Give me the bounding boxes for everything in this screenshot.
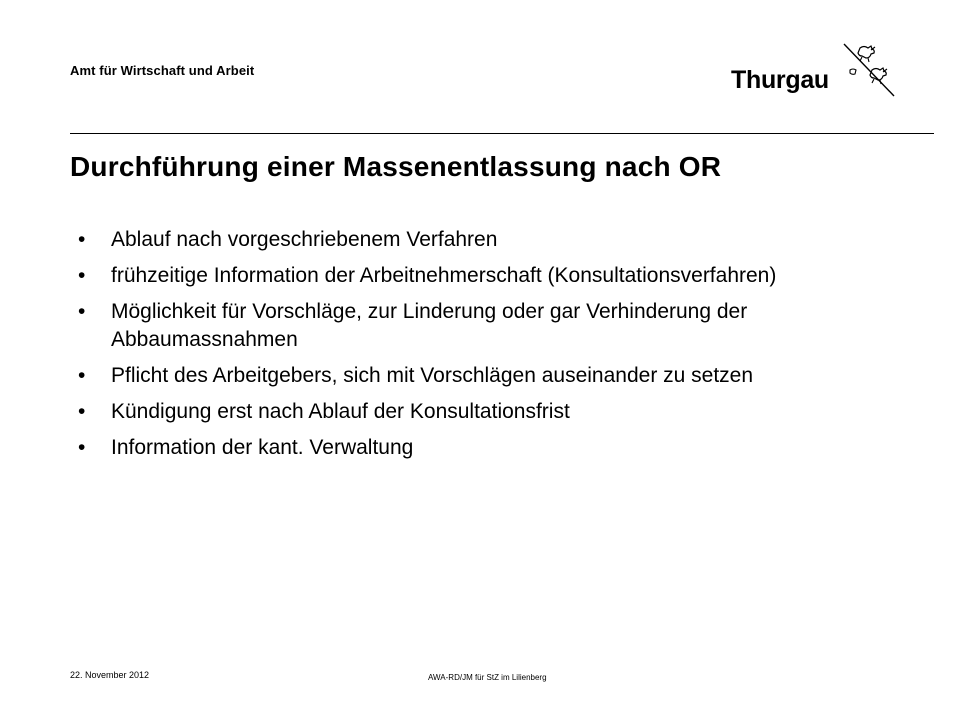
header-divider [70,133,934,134]
bullet-item: • frühzeitige Information der Arbeitnehmerschaft (Konsultationsverfahren) [78,262,938,290]
bullet-item: • Information der kant. Verwaltung [78,434,938,462]
thurgau-lion-crest-icon [838,40,898,100]
organization-name: Amt für Wirtschaft und Arbeit [70,63,255,78]
bullet-item: • Pflicht des Arbeitgebers, sich mit Vorschlägen auseinander zu setzen [78,362,938,390]
bullet-list [78,226,938,470]
bullet-item: • Möglichkeit für Vorschläge, zur Linderung oder gar Verhinderung der Abbaumassnahmen [78,298,938,354]
footer-source: AWA-RD/JM für StZ im Lilienberg [428,673,547,682]
footer-date: 22. November 2012 [70,670,150,680]
brand-name: Thurgau [731,66,829,94]
bullet-item: • Kündigung erst nach Ablauf der Konsultationsfrist [78,398,938,426]
slide-title: Durchführung einer Massenentlassung nach OR [70,151,722,182]
bullet-item: • Ablauf nach vorgeschriebenem Verfahren [78,226,938,254]
